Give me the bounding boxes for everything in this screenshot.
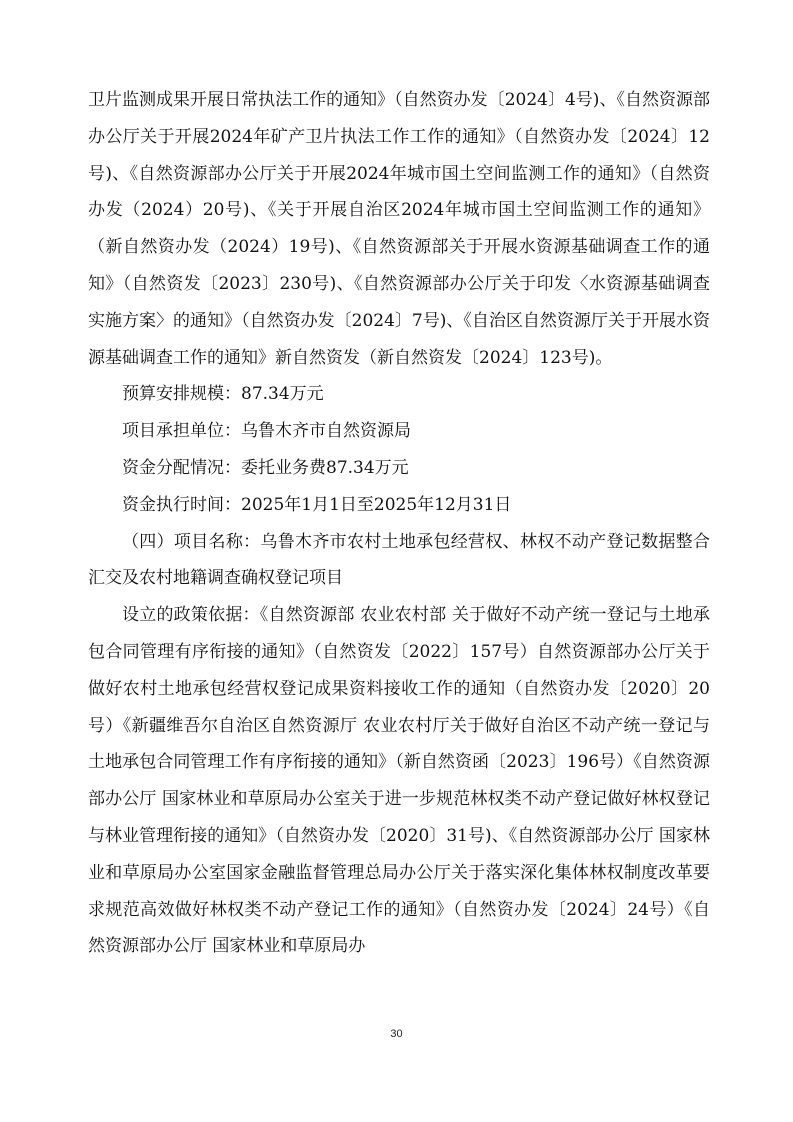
fund-allocation: 资金分配情况：委托业务费87.34万元 [122,457,409,478]
project-undertaker: 项目承担单位：乌鲁木齐市自然资源局 [122,421,411,442]
body-text [88,82,710,965]
budget-scale: 预算安排规模：87.34万元 [122,384,324,405]
page-number: 30 [390,1028,403,1040]
project-name-heading: （四）项目名称：乌鲁木齐市农村土地承包经营权、林权不动产登记数据整合汇交及农村地籍调查确权登记项目 [88,531,710,589]
fund-execution-period: 资金执行时间：2025年1月1日至2025年12月31日 [122,494,512,515]
policy-basis: 设立的政策依据：《自然资源部 农业农村部 关于做好不动产统一登记与土地承包合同管理有序衔接的通知》（自然资发〔2022〕157号）自然资源部办公厅关于做好农村土地承包经营权登记成果资料接收工作的通知（自然资办发〔2020〕20号）《新疆维吾尔自治区自然资源厅 农业农村厅关于做好自治区不动产统一登记与土地承包合同管理工作有序衔接的通知》（新自然资函〔2023〕196号）《自然资源部办公厅 国家林业和草原局办公室关于进一步规范林权类不动产登记做好林权登记与林业管理衔接的通知》（自然资办发〔2020〕31号)、《自然资源部办公厅 国家林业和草原局办公室国家金融监督管理总局办公厅关于落实深化集体林权制度改革要求规范高效做好林权类不动产登记工作的通知》（自然资办发〔2024〕24号）《自然资源部办公厅 国家林业和草原局办 [88,605,710,957]
policy-basis-continuation: 卫片监测成果开展日常执法工作的通知》（自然资办发〔2024〕4号)、《自然资源部办公厅关于开展2024年矿产卫片执法工作工作的通知》（自然资办发〔2024〕12号)、《自然资源部办公厅关于开展2024年城市国土空间监测工作的通知》（自然资办发（2024）20号)、《关于开展自治区2024年城市国土空间监测工作的通知》（新自然资办发（2024）19号)、《自然资源部关于开展水资源基础调查工作的通知》（自然资发〔2023〕230号)、《自然资源部办公厅关于印发〈水资源基础调查实施方案〉的通知》（自然资办发〔2024〕7号)、《自治区自然资源厅关于开展水资源基础调查工作的通知》新自然资发（新自然资发〔2024〕123号)。 [88,90,710,368]
